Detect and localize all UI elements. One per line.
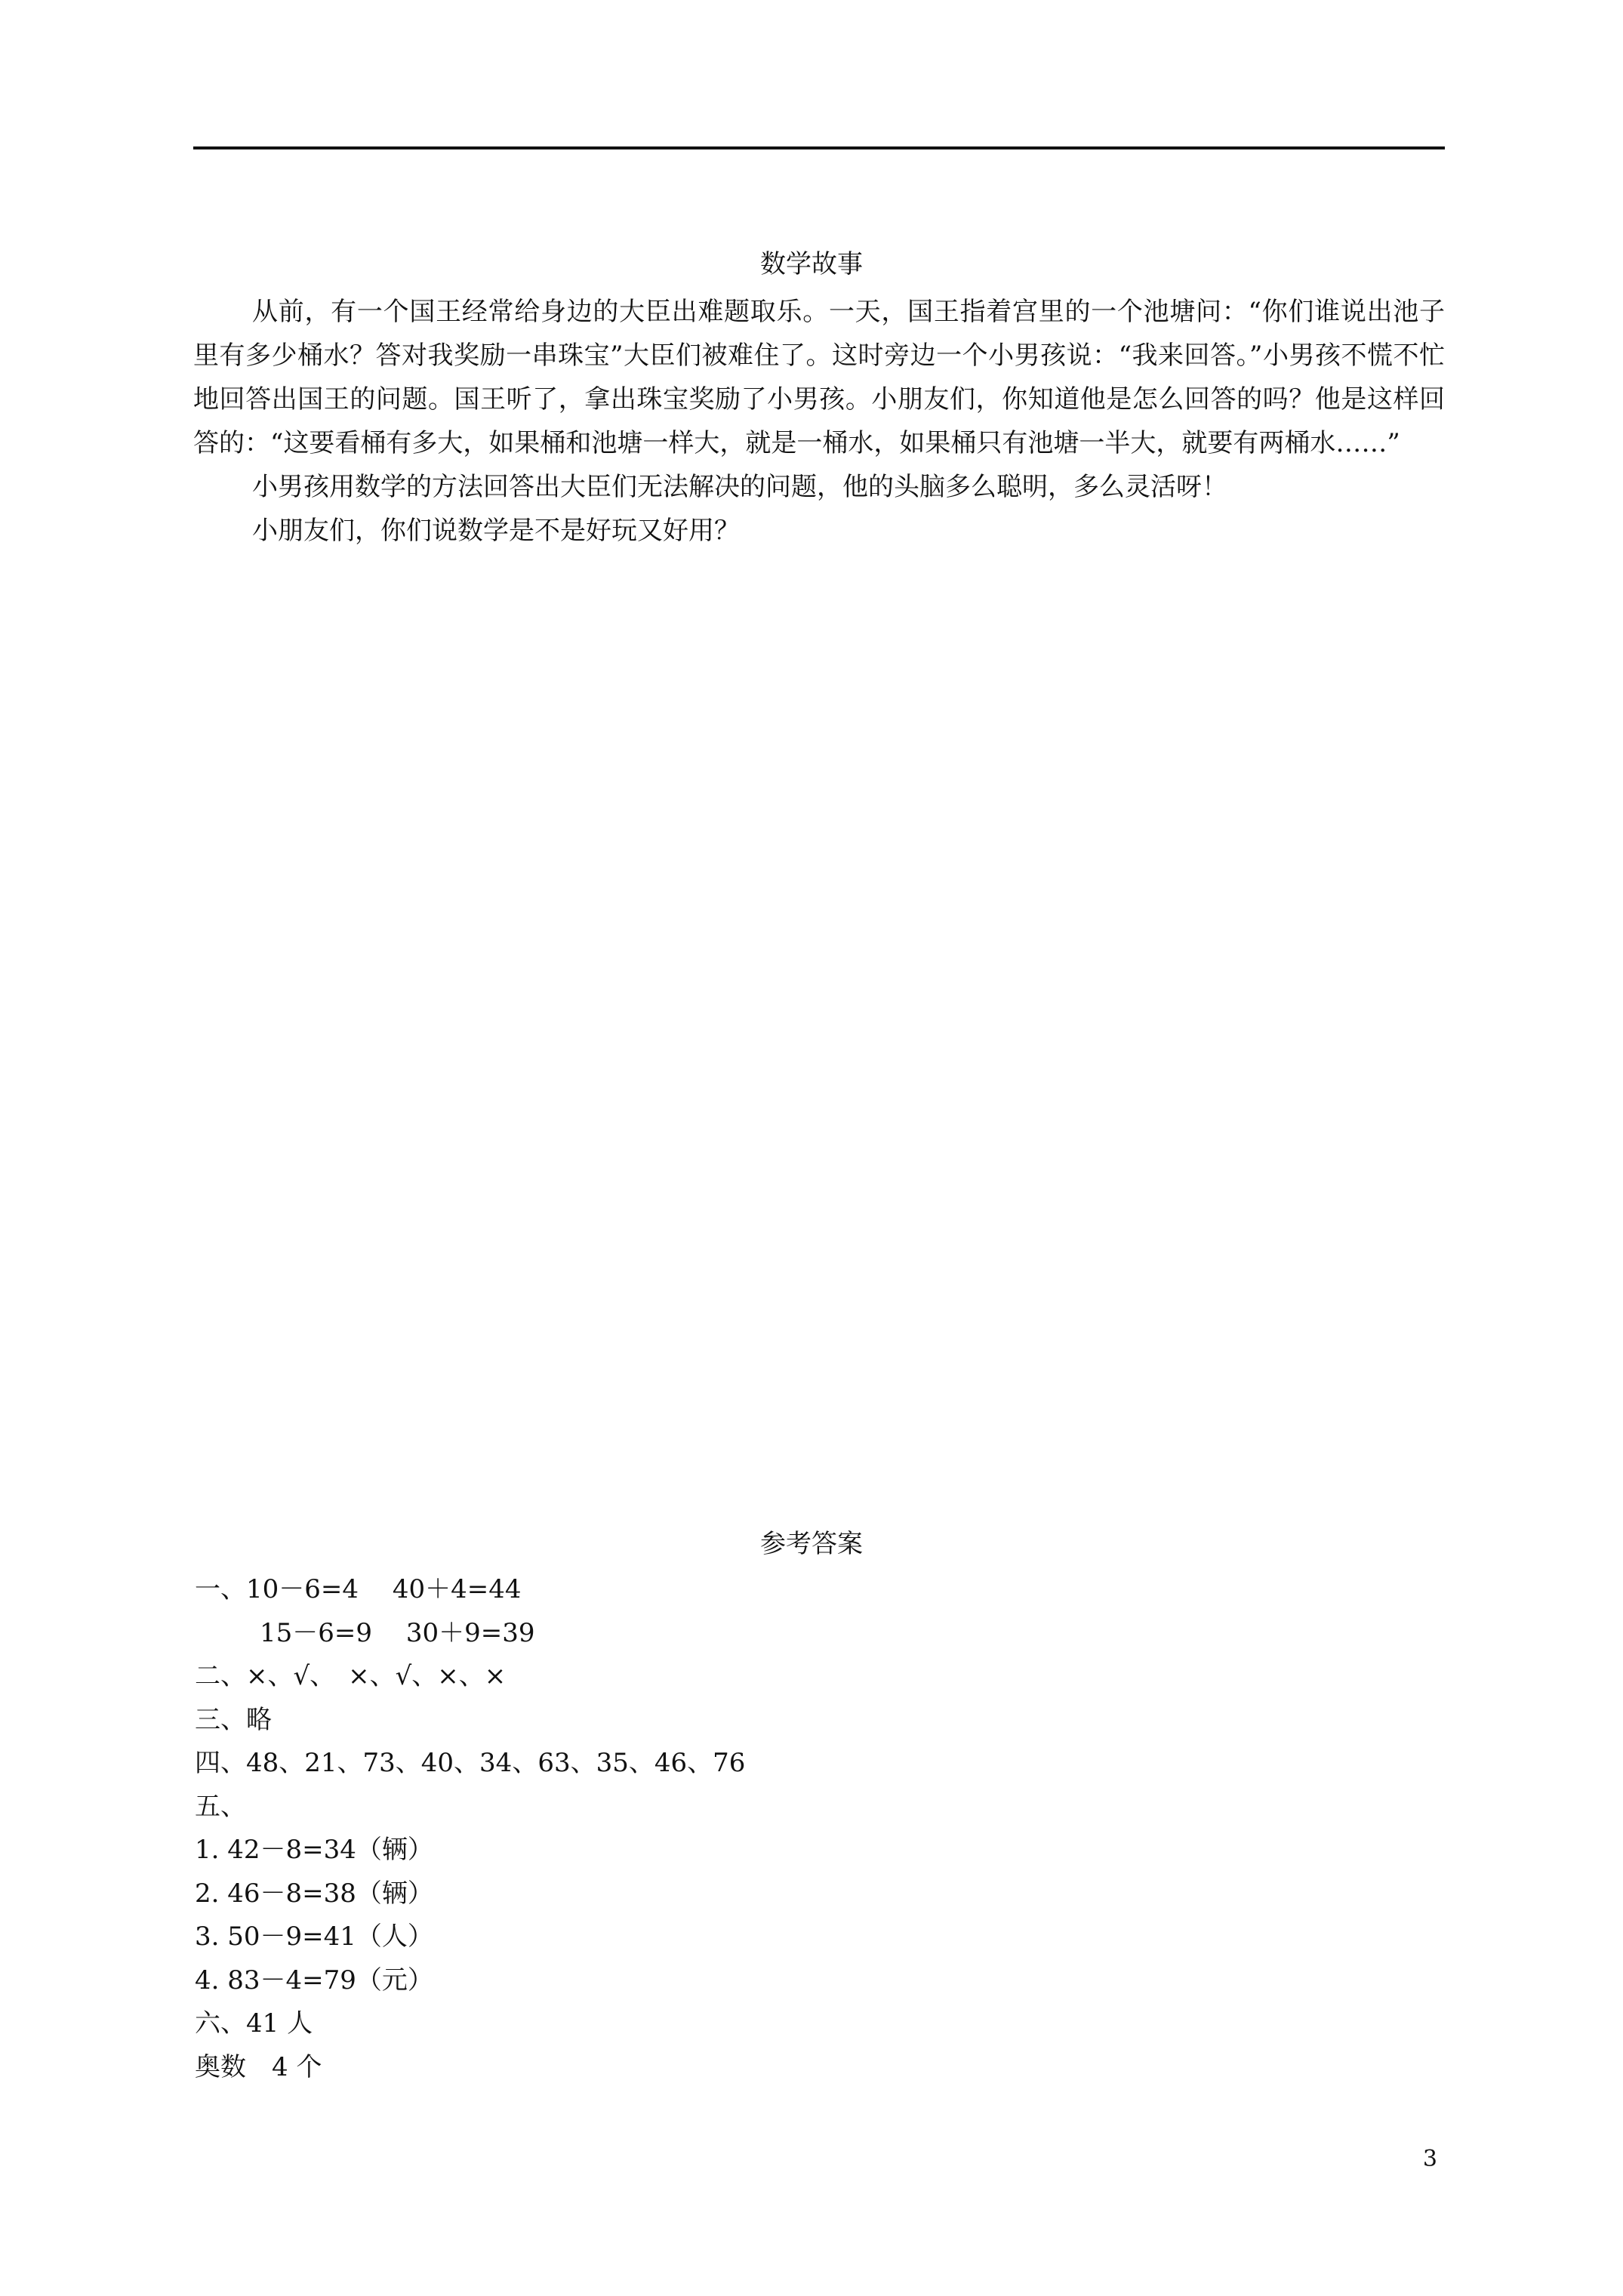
answer-line: 一、10－6=4 40＋4=44 bbox=[195, 1574, 522, 1604]
answer-line: 六、41 人 bbox=[195, 2008, 313, 2039]
answer-key-title: 参考答案 bbox=[760, 1529, 863, 1559]
story-paragraph: 小男孩用数学的方法回答出大臣们无法解决的问题，他的头脑多么聪明，多么灵活呀！ bbox=[252, 472, 1227, 502]
story-body bbox=[193, 290, 1445, 553]
story-title: 数学故事 bbox=[760, 249, 863, 279]
answer-line: 二、×、√、 ×、√、×、× bbox=[195, 1661, 507, 1691]
story-paragraph: 小朋友们，你们说数学是不是好玩又好用？ bbox=[252, 516, 740, 546]
answer-key bbox=[195, 1568, 1101, 2089]
answer-line: 三、略 bbox=[195, 1704, 272, 1735]
answer-line: 奥数 4 个 bbox=[195, 2051, 322, 2082]
answer-line: 15－6=9 30＋9=39 bbox=[260, 1617, 535, 1648]
answer-line: 四、48、21、73、40、34、63、35、46、76 bbox=[195, 1748, 746, 1778]
answer-line: 五、 bbox=[195, 1791, 246, 1822]
header-rule bbox=[193, 146, 1445, 149]
answer-line: 1. 42－8=34（辆） bbox=[195, 1835, 433, 1865]
answer-line: 2. 46－8=38（辆） bbox=[195, 1878, 433, 1909]
answer-line: 3. 50－9=41（人） bbox=[195, 1922, 433, 1952]
page-number: 3 bbox=[1422, 2146, 1437, 2172]
story-paragraph: 从前，有一个国王经常给身边的大臣出难题取乐。一天，国王指着宫里的一个池塘问：“你们谁说出池子里有多少桶水？答对我奖励一串珠宝”大臣们被难住了。这时旁边一个小男孩说：“我来回答。”小男孩不慌不忙地回答出国王的问题。国王听了，拿出珠宝奖励了小男孩。小朋友们，你知道他是怎么回答的吗？他是这样回答的：“这要看桶有多大，如果桶和池塘一样大，就是一桶水，如果桶只有池塘一半大，就要有两桶水……” bbox=[193, 297, 1445, 458]
answer-line: 4. 83－4=79（元） bbox=[195, 1965, 433, 1996]
